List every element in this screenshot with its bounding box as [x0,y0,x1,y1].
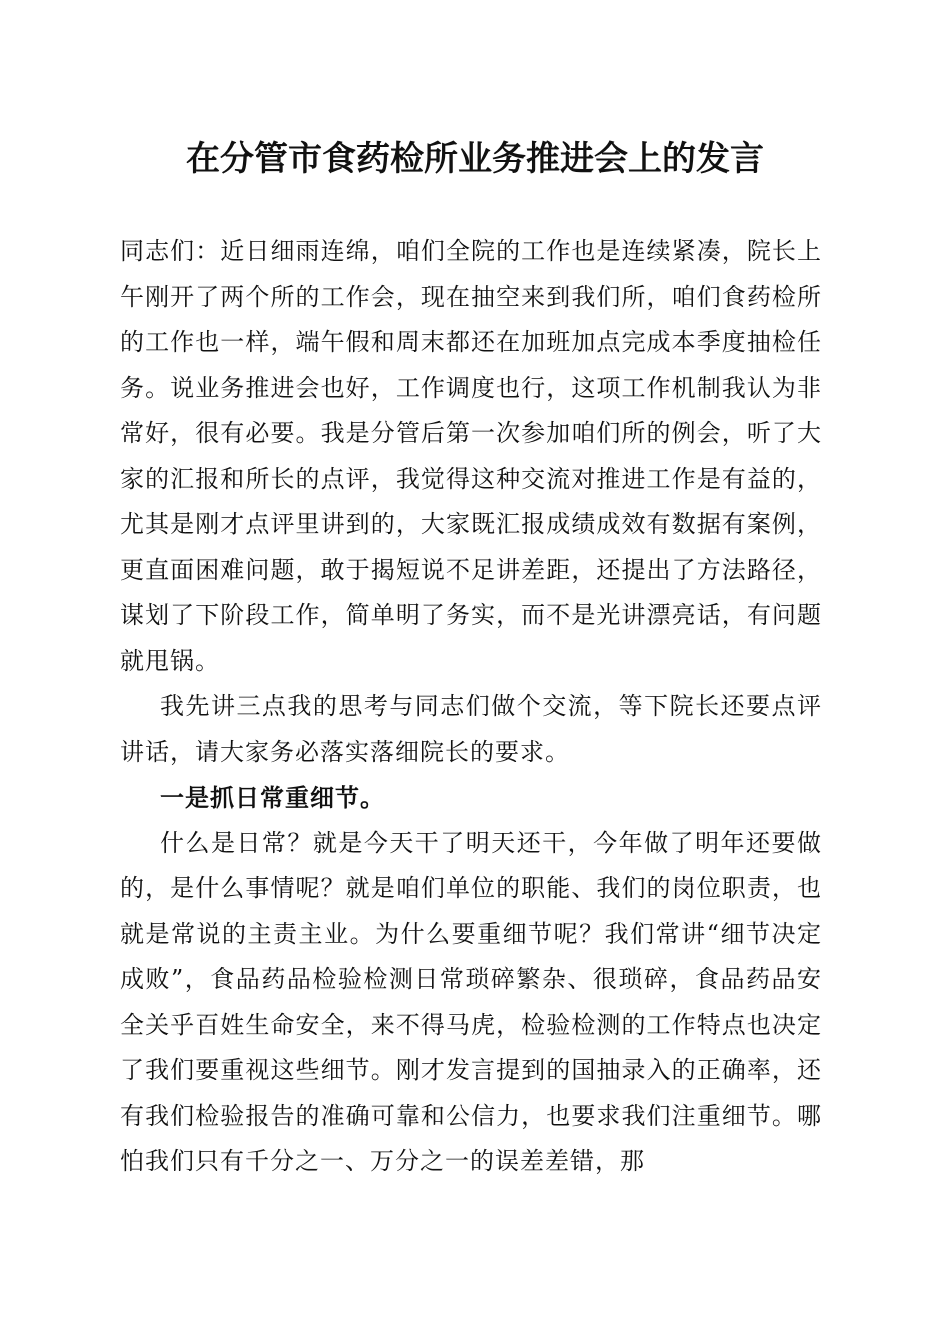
document-title: 在分管市食药检所业务推进会上的发言 [186,139,764,179]
section-heading: 一是抓日常重细节。 [160,783,385,812]
intro-paragraph: 我先讲三点我的思考与同志们做个交流，等下院长还要点评讲话，请大家务必落实落细院长的要求。 [120,692,822,766]
document-body [120,229,822,1185]
opening-paragraph: 同志们：近日细雨连绵，咱们全院的工作也是连续紧凑，院长上午刚开了两个所的工作会，现在抽空来到我们所，咱们食药检所的工作也一样，端午假和周末都还在加班加点完成本季度抽检任务。说业务推进会也好，工作调度也行，这项工作机制我认为非常好，很有必要。我是分管后第一次参加咱们所的例会，听了大家的汇报和所长的点评，我觉得这种交流对推进工作是有益的，尤其是刚才点评里讲到的，大家既汇报成绩成效有数据有案例，更直面困难问题，敢于揭短说不足讲差距，还提出了方法路径，谋划了下阶段工作，简单明了务实，而不是光讲漂亮话，有问题就甩锅。 [120,237,822,675]
section-paragraph: 什么是日常？就是今天干了明天还干，今年做了明年还要做的，是什么事情呢？就是咱们单位的职能、我们的岗位职责，也就是常说的主责主业。为什么要重细节呢？我们常讲“细节决定成败”，食品药品检验检测日常琐碎繁杂、很琐碎，食品药品安全关乎百姓生命安全，来不得马虎，检验检测的工作特点也决定了我们要重视这些细节。刚才发言提到的国抽录入的正确率，还有我们检验报告的准确可靠和公信力，也要求我们注重细节。哪怕我们只有千分之一、万分之一的误差差错，那 [120,828,822,1175]
